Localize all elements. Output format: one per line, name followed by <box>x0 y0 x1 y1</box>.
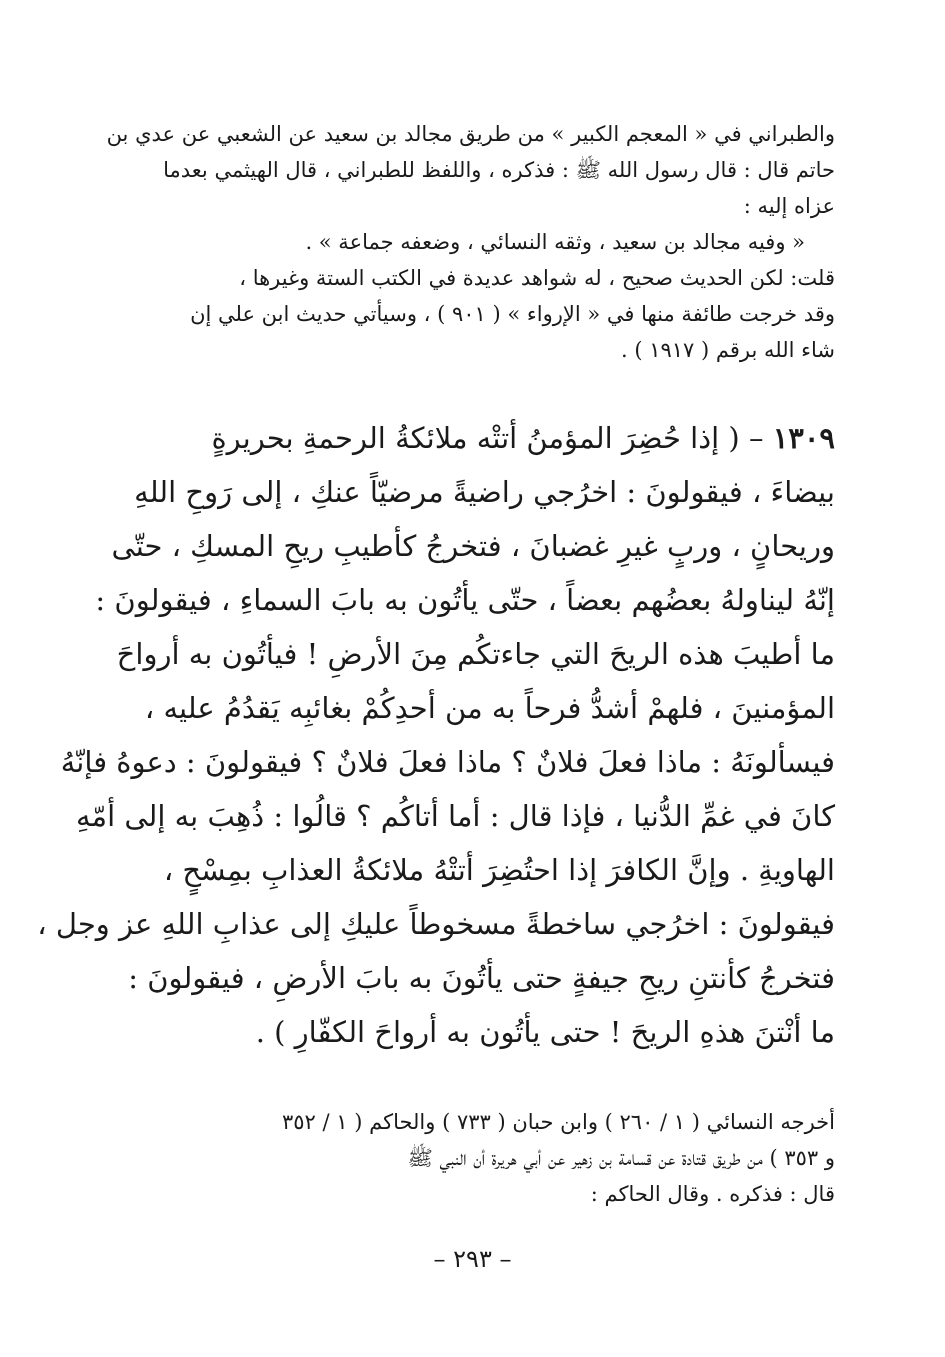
intro-line: قلت: لكن الحديث صحيح ، له شواهد عديدة في الكتب الستة وغيرها ، <box>239 266 835 290</box>
hadith-line: الهاويةِ . وإنَّ الكافرَ إذا احتُضِرَ أتتْهُ ملائكةُ العذابِ بمِسْحٍ ، <box>163 853 835 887</box>
hadith-text <box>37 411 835 1059</box>
hadith-line: المؤمنينَ ، فلهمْ أشدُّ فرحاً به من أحدِكُمْ بغائبِه يَقدُمُ عليه ، <box>144 691 835 725</box>
hadith-line: إنّهُ ليناولهُ بعضُهم بعضاً ، حتّى يأتُون به بابَ السماءِ ، فيقولونَ : <box>95 583 835 617</box>
hadith-line: فتخرجُ كأنتنِ ريحِ جيفةٍ حتى يأتُونَ به بابَ الأرضِ ، فيقولونَ : <box>128 961 835 995</box>
hadith-line: ما أطيبَ هذه الريحَ التي جاءتكُم مِنَ الأرضِ ! فيأتُون به أرواحَ <box>116 637 835 671</box>
intro-line: عزاه إليه : <box>743 194 835 218</box>
intro-line: وقد خرجت طائفة منها في « الإرواء » ( ٩٠١ ) ، وسيأتي حديث ابن علي إن <box>190 302 835 326</box>
hadith-line: وريحانٍ ، وربٍ غيرِ غضبانَ ، فتخرجُ كأطيبِ ريحِ المسكِ ، حتّى <box>111 529 835 563</box>
intro-line: شاء الله برقم ( ١٩١٧ ) . <box>621 338 835 362</box>
hadith-line: ما أنْتنَ هذهِ الريحَ ! حتى يأتُون به أرواحَ الكفّارِ ) . <box>255 1015 835 1049</box>
hadith-line: بيضاءَ ، فيقولونَ : اخرُجي راضيةً مرضيّاً عنكِ ، إلى رَوحِ اللهِ <box>134 475 835 509</box>
hadith-first-line-text: – ( إذا حُضِرَ المؤمنُ أتتْه ملائكةُ الرحمةِ بحريرةٍ <box>211 421 773 455</box>
takhrij-line: و ٣٥٣ ) من طريق قتادة عن قسامة بن زهير عن أبي هريرة أن النبي ﷺ <box>407 1146 835 1170</box>
hadith-first-line <box>120 411 835 465</box>
takhrij-line: أخرجه النسائي ( ١ / ٢٦٠ ) وابن حبان ( ٧٣٣ ) والحاكم ( ١ / ٣٥٢ <box>282 1110 835 1134</box>
takhrij-line: قال : فذكره . وقال الحاكم : <box>590 1182 835 1206</box>
intro-quote-line: « وفيه مجالد بن سعيد ، وثقه النسائي ، وضعفه جماعة » . <box>305 230 805 254</box>
hadith-number: ١٣٠٩ <box>772 421 835 455</box>
hadith-line: فيقولونَ : اخرُجي ساخطةً مسخوطاً عليكِ إلى عذابِ اللهِ عز وجل ، <box>37 907 835 941</box>
intro-paragraph <box>106 116 835 368</box>
page-number: – ٢٩٣ – <box>433 1245 512 1273</box>
hadith-line: كانَ في غمِّ الدُّنيا ، فإذا قال : أما أتاكُم ؟ قالُوا : ذُهِبَ به إلى أمّهِ <box>75 799 835 833</box>
hadith-line: فيسألونَهُ : ماذا فعلَ فلانٌ ؟ ماذا فعلَ فلانٌ ؟ فيقولونَ : دعوهُ فإنّهُ <box>60 745 835 779</box>
intro-line: والطبراني في « المعجم الكبير » من طريق مجالد بن سعيد عن الشعبي عن عدي بن <box>106 122 835 146</box>
takhrij-paragraph <box>120 1104 835 1212</box>
intro-line: حاتم قال : قال رسول الله ﷺ : فذكره ، واللفظ للطبراني ، قال الهيثمي بعدما <box>163 158 835 182</box>
